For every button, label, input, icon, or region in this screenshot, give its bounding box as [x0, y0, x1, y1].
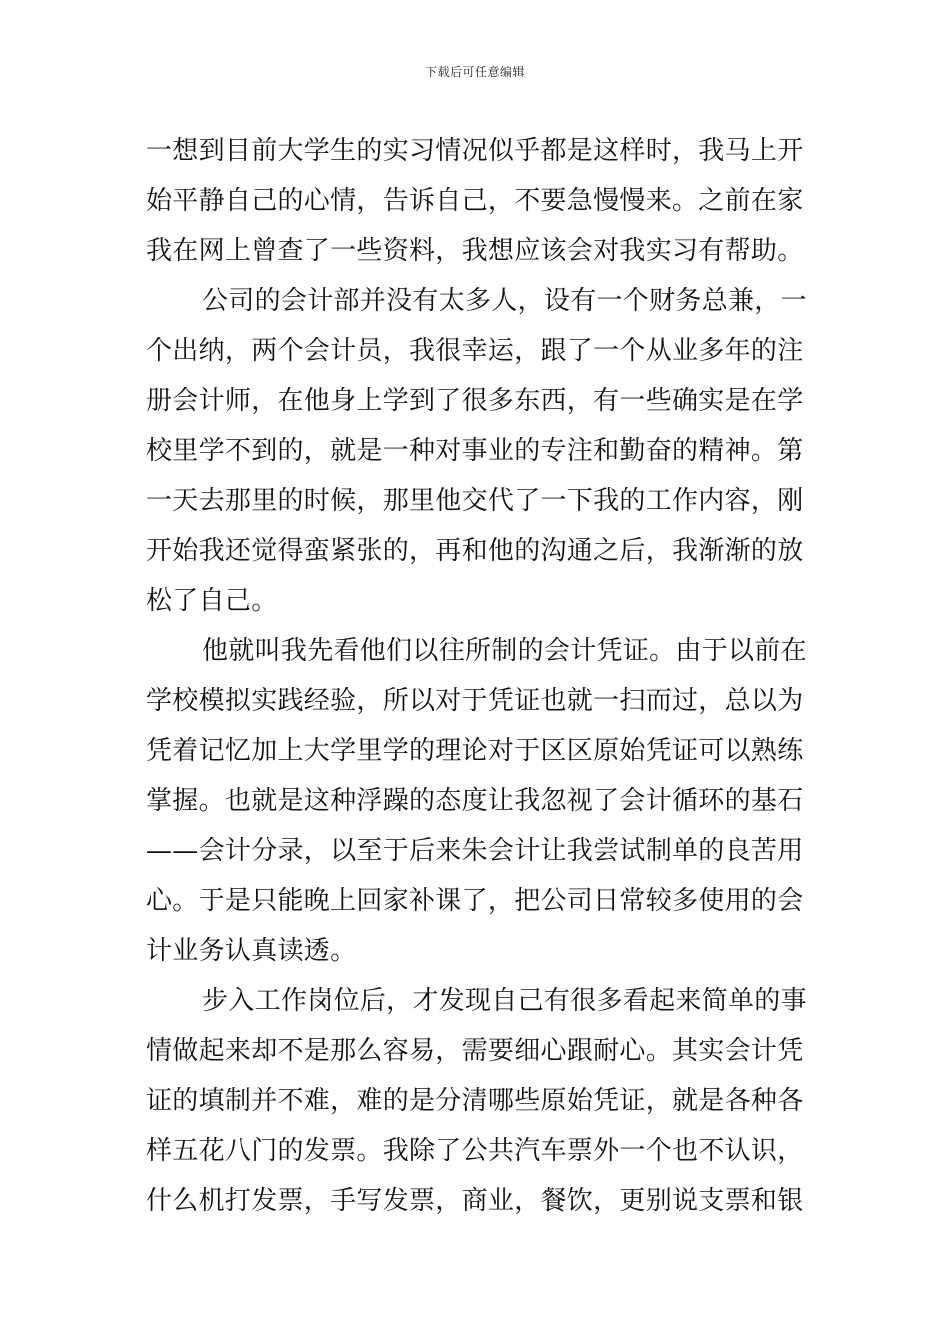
text-line: 始平静自己的心情，告诉自己，不要急慢慢来。之前在家: [146, 186, 804, 216]
paragraph-first-line: 步入工作岗位后，才发现自己有很多看起来简单的事: [202, 986, 807, 1016]
text-line: 样五花八门的发票。我除了公共汽车票外一个也不认识，: [146, 1136, 804, 1166]
text-line: ——会计分录，以至于后来朱会计让我尝试制单的良苦用: [146, 836, 804, 866]
paragraph-first-line: 公司的会计部并没有太多人，设有一个财务总兼，一: [202, 286, 807, 316]
text-line: 什么机打发票，手写发票，商业，餐饮，更别说支票和银: [146, 1186, 804, 1216]
text-line: 册会计师，在他身上学到了很多东西，有一些确实是在学: [146, 386, 804, 416]
text-line: 心。于是只能晚上回家补课了，把公司日常较多使用的会: [146, 886, 804, 916]
text-line: 个出纳，两个会计员，我很幸运，跟了一个从业多年的注: [146, 336, 804, 366]
text-line: 我在网上曾查了一些资料，我想应该会对我实习有帮助。: [146, 236, 804, 266]
text-line: 计业务认真读透。: [146, 936, 357, 966]
document-body: [146, 126, 810, 1226]
text-line: 校里学不到的，就是一种对事业的专注和勤奋的精神。第: [146, 436, 804, 466]
text-line: 掌握。也就是这种浮躁的态度让我忽视了会计循环的基石: [146, 786, 804, 816]
text-line: 凭着记忆加上大学里学的理论对于区区原始凭证可以熟练: [146, 736, 804, 766]
text-line: 情做起来却不是那么容易，需要细心跟耐心。其实会计凭: [146, 1036, 804, 1066]
text-line: 一想到目前大学生的实习情况似乎都是这样时，我马上开: [146, 136, 804, 166]
paragraph-first-line: 他就叫我先看他们以往所制的会计凭证。由于以前在: [202, 636, 807, 666]
text-line: 证的填制并不难，难的是分清哪些原始凭证，就是各种各: [146, 1086, 804, 1116]
text-line: 松了自己。: [146, 586, 278, 616]
page-header: 下载后可任意编辑: [424, 65, 525, 79]
text-line: 学校模拟实践经验，所以对于凭证也就一扫而过，总以为: [146, 686, 804, 716]
text-line: 一天去那里的时候，那里他交代了一下我的工作内容，刚: [146, 486, 804, 516]
text-line: 开始我还觉得蛮紧张的，再和他的沟通之后，我渐渐的放: [146, 536, 804, 566]
